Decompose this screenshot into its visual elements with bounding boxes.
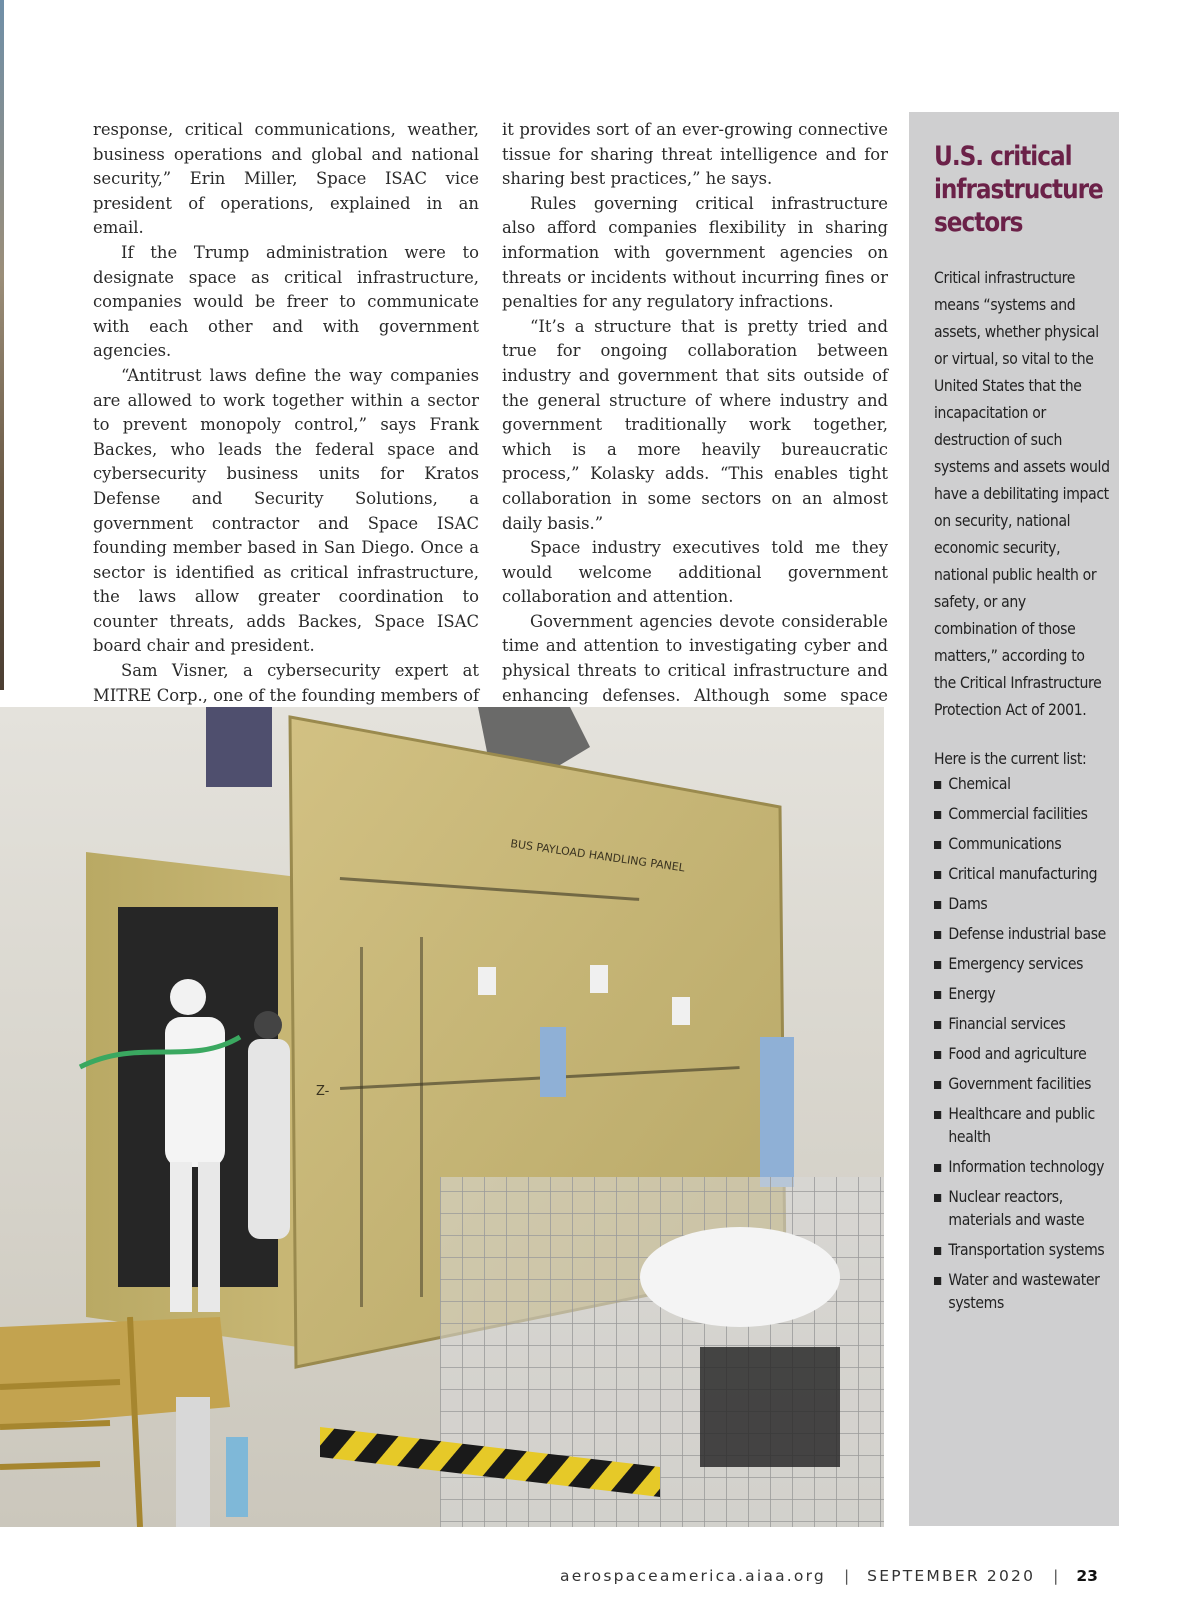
- blue-strap: [760, 1037, 794, 1187]
- sector-list-item: Defense industrial base: [934, 923, 1110, 946]
- sector-list-item: Transportation systems: [934, 1239, 1110, 1262]
- sector-list-item: Chemical: [934, 773, 1110, 796]
- panel-window: [478, 967, 496, 995]
- sector-list-item: Nuclear reactors, materials and waste: [934, 1186, 1110, 1232]
- sector-list-item: Food and agriculture: [934, 1043, 1110, 1066]
- dark-case: [700, 1347, 840, 1467]
- wrapped-parts: [640, 1227, 840, 1327]
- footer-issue: SEPTEMBER 2020: [867, 1567, 1036, 1585]
- axis-label: Z-: [316, 1084, 330, 1099]
- panel-window: [590, 965, 608, 993]
- sector-list-item: Communications: [934, 833, 1110, 856]
- footer-separator: |: [1053, 1567, 1059, 1585]
- sidebar-body: Critical infrastructure means “systems and assets, whether physical or virtual, so vital to the United States that the incapacitation or destruction of such systems and assets would have a debilitating impact on security, national economic security, national public health or safety, or any combination of those matters,” according to the Critical Infrastructure Protection Act of 2001.: [934, 269, 1110, 719]
- sector-list-item: Government facilities: [934, 1073, 1110, 1096]
- page-number: 23: [1076, 1567, 1098, 1585]
- article-paragraph: “Antitrust laws define the way companies are allowed to work together within a sector to prevent monopoly control,” says Frank Backes, who leads the federal space and cybersecurity business units for Kratos Defense and Security Solutions, a government contractor and Space ISAC founding member based in San Diego. Once a sector is identified as critical infrastructure, the laws allow greater coordination to counter threats, adds Backes, Space ISAC board chair and president.: [93, 365, 479, 656]
- article-paragraph: Government agencies devote considerable time and attention to investigating cyber and physical threats to critical infrastructure and enhancing defenses. Although some space: [502, 611, 888, 705]
- footer-site: aerospaceamerica.aiaa.org: [560, 1567, 826, 1585]
- sector-list-item: Critical manufacturing: [934, 863, 1110, 886]
- photo-illustration: [0, 707, 884, 1527]
- sector-list-item: Information technology: [934, 1156, 1110, 1179]
- sector-list-item: Dams: [934, 893, 1110, 916]
- sector-list: [934, 773, 1110, 1315]
- technician-figure: [248, 1011, 290, 1239]
- article-column-2: [502, 118, 888, 733]
- panel-label: BUS PAYLOAD HANDLING PANEL: [509, 837, 686, 875]
- article-paragraph: Space industry executives told me they would welcome additional government collaboration and attention.: [502, 538, 888, 607]
- sector-list-item: Healthcare and public health: [934, 1103, 1110, 1149]
- panel-window: [672, 997, 690, 1025]
- sector-list-item: Financial services: [934, 1013, 1110, 1036]
- article-paragraph: “It’s a structure that is pretty tried and true for ongoing collaboration between industry and government that sits outside of the general structure of where industry and government traditionally work together, which is a more heavily bureaucratic process,” Kolasky adds. “This enables tight collaboration in some sectors on an almost daily basis.”: [502, 316, 888, 533]
- article-paragraph: it provides sort of an ever-growing connective tissue for sharing threat intelligence and for sharing best practices,” he says.: [502, 120, 888, 189]
- page-footer: [560, 1567, 1130, 1593]
- sector-list-item: Water and wastewater systems: [934, 1269, 1110, 1315]
- article-paragraph: If the Trump administration were to designate space as critical infrastructure, companies would be freer to communicate with each other and with government agencies.: [93, 242, 479, 361]
- filter-canister: [226, 1437, 248, 1517]
- sector-list-item: Commercial facilities: [934, 803, 1110, 826]
- footer-separator: |: [843, 1567, 850, 1585]
- sidebar-list-title: Here is the current list:: [934, 750, 1087, 768]
- article-paragraph: Sam Visner, a cybersecurity expert at MITRE Corp., one of the founding members of: [93, 661, 480, 705]
- sector-list-item: Emergency services: [934, 953, 1110, 976]
- article-paragraph: Rules governing critical infrastructure also afford companies flexibility in sharing information with government agencies on threats or incidents without incurring fines or penalties for any regulatory infractions.: [502, 193, 888, 312]
- gas-cylinder: [176, 1397, 210, 1527]
- solar-array: [206, 707, 272, 787]
- sidebar-box: [909, 112, 1119, 1526]
- article-paragraph: response, critical communications, weather, business operations and global and national security,” Erin Miller, Space ISAC vice president of operations, explained in an email.: [93, 120, 479, 238]
- left-edge-bleed: [0, 0, 4, 690]
- satellite-cleanroom-photo: [0, 707, 884, 1527]
- article-column-1: [93, 118, 479, 782]
- sector-list-item: Energy: [934, 983, 1110, 1006]
- blue-strap: [540, 1027, 566, 1097]
- sidebar-title: U.S. critical infrastructure sectors: [934, 141, 1103, 238]
